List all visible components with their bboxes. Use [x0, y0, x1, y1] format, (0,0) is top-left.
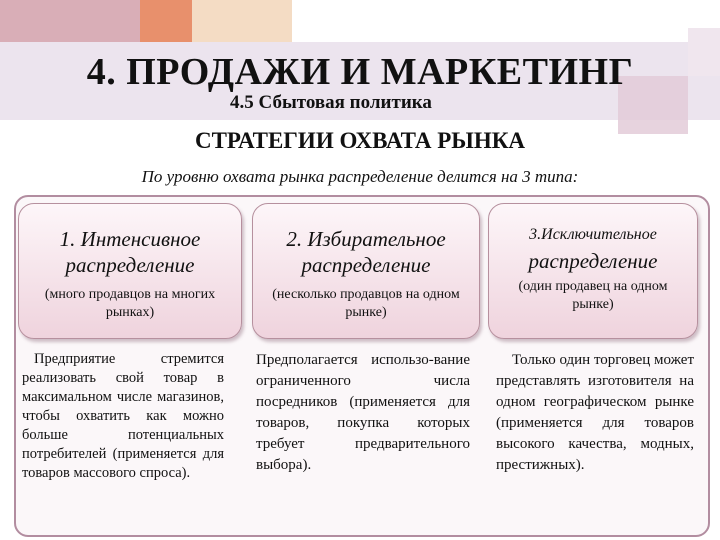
- decor-block-peach: [192, 0, 292, 42]
- strategy-box-exclusive: [488, 203, 698, 339]
- intro-text: По уровню охвата рынка распределение делится на 3 типа:: [141, 167, 579, 186]
- strategy-description-intensive: Предприятие стремится реализовать свой товар в максимальном числе магазинов, чтобы охватить как можно больше потенциальных потребителей (применяется для товаров массового спроса).: [22, 351, 224, 481]
- decor-block-rose: [0, 0, 140, 42]
- strategy-title-line2: распределение: [528, 249, 658, 273]
- strategy-title: 1. Интенсивное распределение: [59, 227, 201, 277]
- strategy-box-selective: [252, 203, 480, 339]
- strategy-title-line1: 3.Исключительное: [529, 226, 657, 243]
- strategy-box-intensive: [18, 203, 242, 339]
- slide-subtitle: 4.5 Сбытовая политика: [230, 92, 432, 113]
- strategy-description-selective: Предполагается использо-вание ограниченного числа посредников (применяется для товаров, покупка которых требует предварительного выбора).: [256, 352, 470, 473]
- section-heading: СТРАТЕГИИ ОХВАТА РЫНКА: [194, 128, 526, 153]
- strategy-note: (несколько продавцов на одном рынке): [272, 287, 460, 320]
- strategy-note: (много продавцов на многих рынках): [44, 287, 216, 320]
- decor-block-orange: [140, 0, 192, 42]
- strategy-note: (один продавец на одном рынке): [518, 279, 668, 312]
- slide-title: 4. ПРОДАЖИ И МАРКЕТИНГ: [86, 51, 634, 93]
- strategy-description-exclusive: Только один торговец может представлять изготовителя на одном географическом рынке (применяется для товаров высокого качества, модных, престижных).: [496, 352, 695, 473]
- strategy-title: 2. Избирательное распределение: [286, 227, 446, 277]
